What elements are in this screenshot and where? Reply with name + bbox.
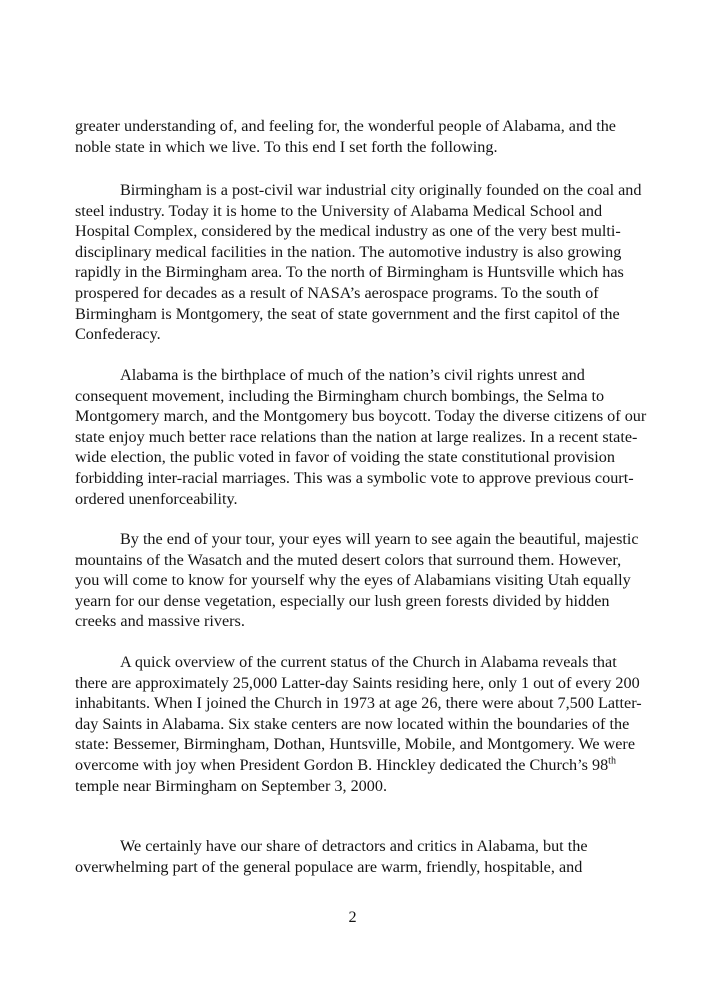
page-number: 2 (348, 908, 357, 926)
paragraph-civil-rights: Alabama is the birthplace of much of the nation’s civil rights unrest and consequent movement, including the Birmingham church bombings, the Selma to Montgomery march, and the Montgomery bus boycott. Today the diverse citizens of our state enjoy much better race relations than the nation at large realizes. In a recent state-wide election, the public voted in favor of voiding the state constitutional provision forbidding inter-racial marriages. This was a symbolic vote to approve previous court-ordered unenforceability. (75, 366, 647, 508)
paragraph-tour: By the end of your tour, your eyes will yearn to see again the beautiful, majestic mountains of the Wasatch and the muted desert colors that surround them. However, you will come to know for yourself why the eyes of Alabamians visiting Utah equally yearn for our dense vegetation, especially our lush green forests divided by hidden creeks and massive rivers. (75, 530, 639, 631)
ordinal-superscript: th (608, 755, 616, 767)
paragraph-birmingham: Birmingham is a post-civil war industrial city originally founded on the coal and steel industry. Today it is home to the University of Alabama Medical School and Hospital Complex, considered by the medical industry as one of the very best multi-disciplinary medical facilities in the nation. The automotive industry is also growing rapidly in the Birmingham area. To the north of Birmingham is Huntsville which has prospered for decades as a result of NASA’s aerospace programs. To the south of Birmingham is Montgomery, the seat of state government and the first capitol of the Confederacy. (75, 181, 642, 344)
paragraph-continuation: greater understanding of, and feeling for, the wonderful people of Alabama, and the noble state in which we live. To this end I set forth the following. (75, 117, 616, 156)
paragraph-church-overview (75, 652, 647, 796)
paragraph-detractors: We certainly have our share of detractors and critics in Alabama, but the overwhelming part of the general populace are warm, friendly, hospitable, and (75, 837, 588, 876)
paragraph-church-text: A quick overview of the current status of the Church in Alabama reveals that there are approximately 25,000 Latter-day Saints residing here, only 1 out of every 200 inhabitants. When I joined the Church in 1973 at age 26, there were about 7,500 Latter-day Saints in Alabama. Six stake centers are now located within the boundaries of the state: Bessemer, Birmingham, Dothan, Huntsville, Mobile, and Montgomery. We were overcome with joy when President Gordon B. Hinckley dedicated the Church’s 98 (75, 653, 642, 774)
paragraph-church-text-end: temple near Birmingham on September 3, 2000. (75, 776, 387, 795)
